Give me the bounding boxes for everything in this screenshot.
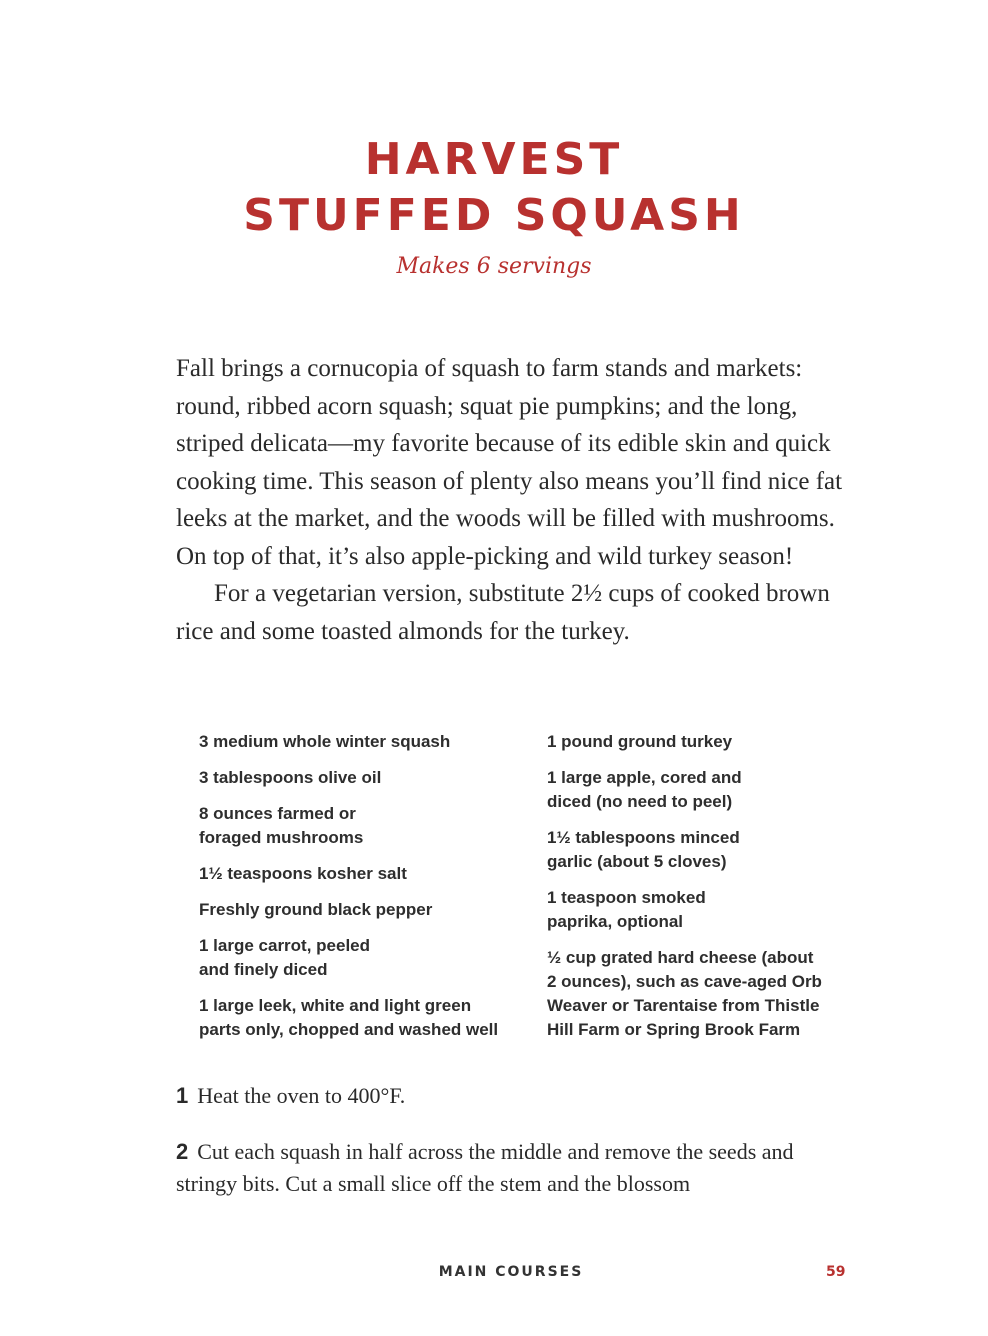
ingredient-item: 3 medium whole winter squash bbox=[199, 732, 451, 751]
ingredients-left-column bbox=[199, 730, 519, 1054]
ingredient-item: 1 large carrot, peeled and finely diced bbox=[199, 936, 371, 979]
method-step-2 bbox=[176, 1136, 856, 1200]
ingredients-right-column bbox=[547, 730, 837, 1054]
recipe-title-line-1: HARVEST bbox=[364, 134, 624, 185]
ingredient-item: 3 tablespoons olive oil bbox=[199, 768, 382, 787]
ingredient-item: ½ cup grated hard cheese (about 2 ounces), such as cave-aged Orb Weaver or Tarentaise from Thistle Hill Farm or Spring Brook Farm bbox=[547, 948, 822, 1039]
ingredient-item: 8 ounces farmed or foraged mushrooms bbox=[199, 804, 364, 847]
method-steps bbox=[176, 1080, 856, 1224]
ingredient-item: 1 large apple, cored and diced (no need to peel) bbox=[547, 768, 742, 811]
page-number: 59 bbox=[826, 1264, 846, 1280]
intro-text bbox=[176, 350, 856, 650]
intro-paragraph-2: For a vegetarian version, substitute 2½ cups of cooked brown rice and some toasted almonds for the turkey. bbox=[176, 580, 830, 645]
ingredient-item: 1½ teaspoons kosher salt bbox=[199, 864, 407, 883]
recipe-title bbox=[0, 132, 988, 244]
method-step-1 bbox=[176, 1080, 856, 1112]
step-text: Cut each squash in half across the middle and remove the seeds and stringy bits. Cut a small slice off the stem and the blossom bbox=[176, 1139, 794, 1196]
intro-paragraph-1: Fall brings a cornucopia of squash to farm stands and markets: round, ribbed acorn squash; squat pie pumpkins; and the long, striped delicata—my favorite because of its edible skin and quick cooking time. This season of plenty also means you’ll find nice fat leeks at the market, and the woods will be filled with mushrooms. On top of that, it’s also apple-picking and wild turkey season! bbox=[176, 355, 843, 570]
ingredient-item: 1 large leek, white and light green parts only, chopped and washed well bbox=[199, 996, 499, 1039]
recipe-title-line-2: STUFFED SQUASH bbox=[243, 190, 745, 241]
step-number: 2 bbox=[176, 1139, 189, 1164]
footer-section-label: MAIN COURSES bbox=[438, 1264, 584, 1280]
ingredient-item: 1 teaspoon smoked paprika, optional bbox=[547, 888, 706, 931]
ingredient-item: 1½ tablespoons minced garlic (about 5 cloves) bbox=[547, 828, 740, 871]
ingredient-item: 1 pound ground turkey bbox=[547, 732, 733, 751]
step-number: 1 bbox=[176, 1083, 189, 1108]
step-text: Heat the oven to 400°F. bbox=[197, 1083, 406, 1108]
servings-note: Makes 6 servings bbox=[396, 254, 592, 279]
ingredient-item: Freshly ground black pepper bbox=[199, 900, 433, 919]
